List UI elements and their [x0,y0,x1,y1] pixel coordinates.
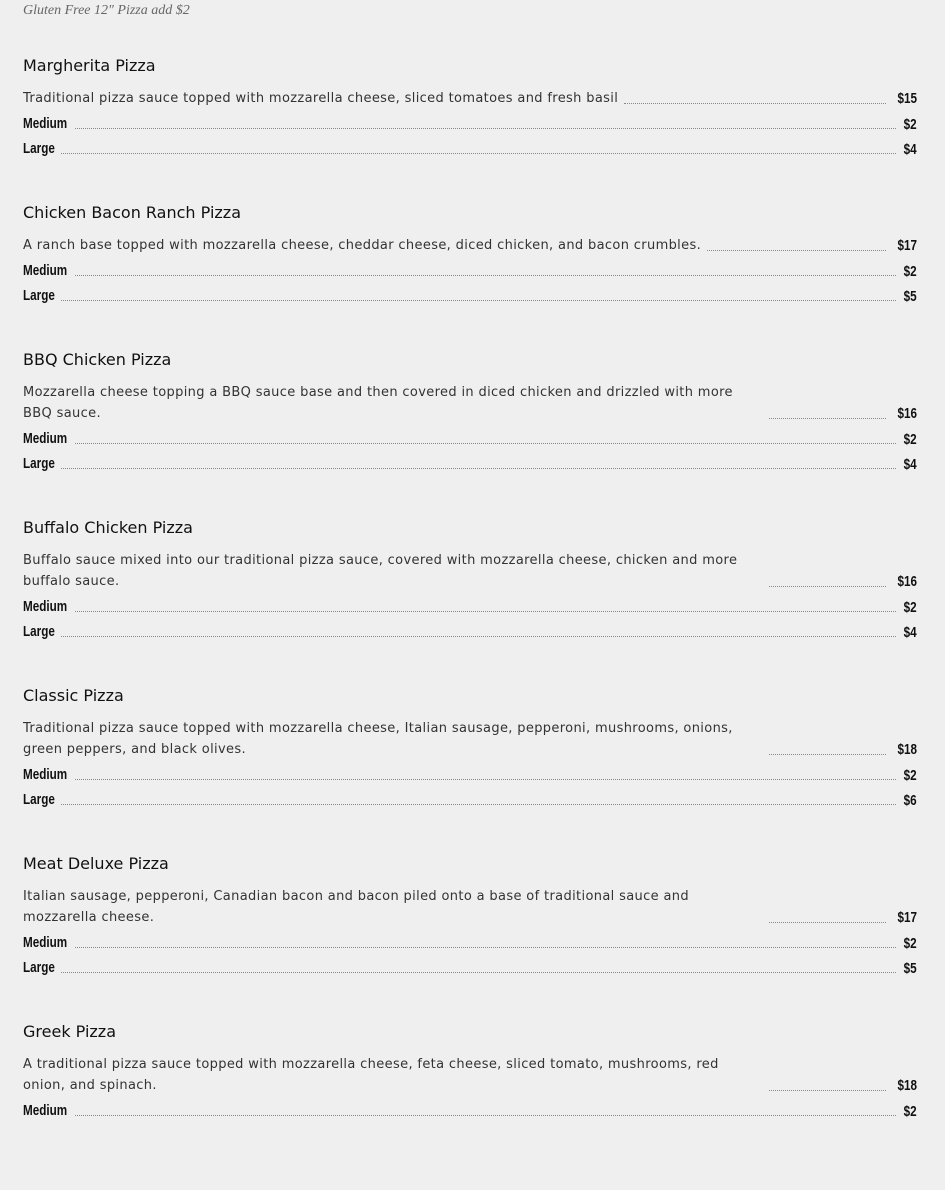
size-option [23,932,917,954]
menu-item-description-row [23,550,917,592]
menu-item-price: $18 [897,741,917,758]
dot-leader [61,971,896,973]
size-label: Large [23,287,55,304]
size-price: $2 [903,116,917,133]
menu-item-description: Mozzarella cheese topping a BBQ sauce base and then covered in diced chicken and drizzled with more BBQ sauce. [23,385,733,421]
menu-item-name: Margherita Pizza [23,56,156,75]
menu-item-description: A traditional pizza sauce topped with mozzarella cheese, feta cheese, sliced tomato, mushrooms, red onion, and spinach. [23,1057,719,1093]
dot-leader [75,778,896,780]
dot-leader [61,803,896,805]
menu-item-list [23,56,917,1190]
menu-item [23,350,917,518]
menu-item-description: Buffalo sauce mixed into our traditional pizza sauce, covered with mozzarella cheese, chicken and more buffalo sauce. [23,553,738,589]
dot-leader [61,299,896,301]
menu-item-price: $15 [897,90,917,107]
menu-item-description: Traditional pizza sauce topped with mozzarella cheese, Italian sausage, pepperoni, mushrooms, onions, green peppers, and black olives. [23,721,733,757]
size-option [23,113,917,135]
menu-item [23,56,917,203]
dot-leader [75,610,896,612]
menu-item-description-row [23,235,917,256]
menu-item-price: $17 [897,909,917,926]
menu-item-name: Buffalo Chicken Pizza [23,518,193,537]
menu-item-description-row [23,382,917,424]
dot-leader [61,467,896,469]
size-price: $2 [903,599,917,616]
menu-item-name: Meat Deluxe Pizza [23,854,169,873]
size-price: $4 [903,456,917,473]
menu-item [23,854,917,1022]
size-label: Medium [23,430,68,447]
size-option [23,1100,917,1122]
dot-leader [769,921,886,923]
size-price: $2 [903,767,917,784]
dot-leader [61,635,896,637]
menu-item-price: $18 [897,1077,917,1094]
size-label: Large [23,959,55,976]
menu-item-description-row [23,718,917,760]
size-option [23,764,917,786]
size-option [23,789,917,811]
menu-item-description: A ranch base topped with mozzarella cheese, cheddar cheese, diced chicken, and bacon crumbles. [23,238,702,253]
size-label: Medium [23,1102,68,1119]
size-price: $5 [903,960,917,977]
menu-item [23,203,917,350]
size-label: Large [23,140,55,157]
size-label: Medium [23,115,68,132]
size-label: Large [23,623,55,640]
size-label: Medium [23,766,68,783]
gluten-free-note: Gluten Free 12" Pizza add $2 [23,3,190,18]
menu-item-name: Chicken Bacon Ranch Pizza [23,203,241,222]
size-price: $2 [903,935,917,952]
dot-leader [769,1089,886,1091]
dot-leader [75,946,896,948]
menu-item-name: Greek Pizza [23,1022,117,1041]
size-label: Medium [23,934,68,951]
size-option [23,596,917,618]
dot-leader [75,1114,896,1116]
size-price: $6 [903,792,917,809]
size-price: $4 [903,141,917,158]
dot-leader [707,249,886,251]
menu-item-description: Traditional pizza sauce topped with mozzarella cheese, sliced tomatoes and fresh basil [23,91,619,106]
dot-leader [624,102,886,104]
menu-item [23,1022,917,1190]
dot-leader [61,152,896,154]
dot-leader [75,274,896,276]
dot-leader [769,753,886,755]
menu-item-description-row [23,88,917,109]
dot-leader [75,127,896,129]
size-price: $2 [903,431,917,448]
size-price: $2 [903,263,917,280]
size-option [23,621,917,643]
menu-item-price: $16 [897,573,917,590]
size-price: $2 [903,1103,917,1120]
menu-item [23,518,917,686]
menu-item-name: Classic Pizza [23,686,124,705]
size-label: Medium [23,598,68,615]
menu-item-description: Italian sausage, pepperoni, Canadian bacon and bacon piled onto a base of traditional sauce and mozzarella cheese. [23,889,689,925]
menu-item-description-row [23,1054,917,1096]
size-price: $4 [903,624,917,641]
size-option [23,453,917,475]
dot-leader [769,585,886,587]
size-option [23,285,917,307]
size-option [23,138,917,160]
size-price: $5 [903,288,917,305]
menu-item-price: $17 [897,237,917,254]
size-label: Large [23,455,55,472]
size-option [23,957,917,979]
dot-leader [769,417,886,419]
dot-leader [75,442,896,444]
size-label: Large [23,791,55,808]
menu-item [23,686,917,854]
menu-item-description-row [23,886,917,928]
size-label: Medium [23,262,68,279]
menu-item-price: $16 [897,405,917,422]
size-option [23,260,917,282]
menu-item-name: BBQ Chicken Pizza [23,350,172,369]
size-option [23,428,917,450]
